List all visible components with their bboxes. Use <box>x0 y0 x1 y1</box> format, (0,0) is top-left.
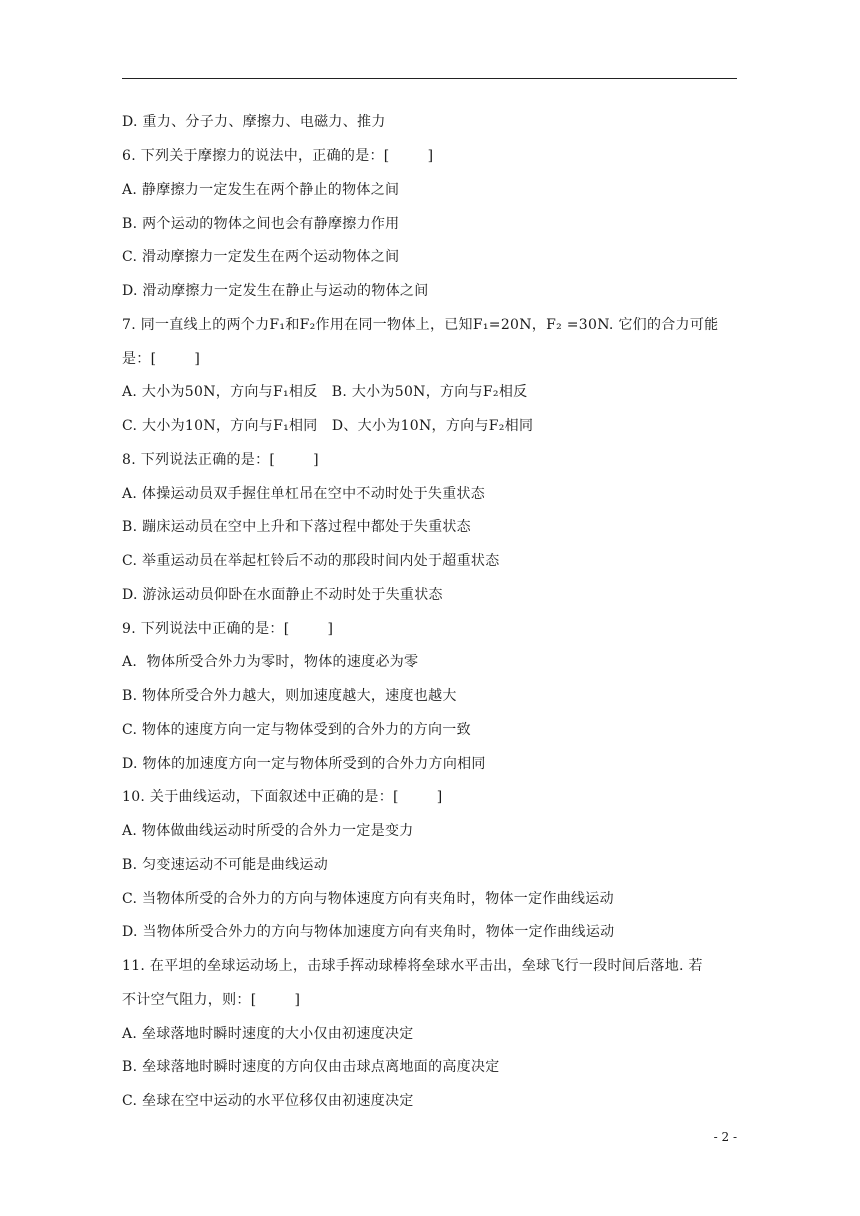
option-line: D. 滑动摩擦力一定发生在静止与运动的物体之间 <box>122 283 429 299</box>
option-line: A. 大小为50N，方向与F₁相反 B. 大小为50N，方向与F₂相反 <box>122 384 528 400</box>
question-line: 9. 下列说法中正确的是：[ ] <box>122 621 334 637</box>
question-line: 10. 关于曲线运动，下面叙述中正确的是：[ ] <box>122 789 443 805</box>
question-line: 是：[ ] <box>122 351 201 367</box>
option-line: A. 物体所受合外力为零时，物体的速度必为零 <box>122 654 419 670</box>
option-line: A. 物体做曲线运动时所受的合外力一定是变力 <box>122 823 414 839</box>
page-number: - 2 - <box>713 1130 737 1144</box>
option-line: D. 当物体所受合外力的方向与物体加速度方向有夹角时，物体一定作曲线运动 <box>122 924 615 940</box>
question-line: 不计空气阻力，则：[ ] <box>122 992 301 1008</box>
option-line: B. 垒球落地时瞬时速度的方向仅由击球点离地面的高度决定 <box>122 1059 500 1075</box>
question-line: 7. 同一直线上的两个力F₁和F₂作用在同一物体上，已知F₁=20N，F₂ =30N. 它们的合力可能 <box>122 317 719 333</box>
option-line: A. 静摩擦力一定发生在两个静止的物体之间 <box>122 182 400 198</box>
option-line: C. 滑动摩擦力一定发生在两个运动物体之间 <box>122 249 400 265</box>
option-line: C. 当物体所受的合外力的方向与物体速度方向有夹角时，物体一定作曲线运动 <box>122 891 614 907</box>
option-line: D. 重力、分子力、摩擦力、电磁力、推力 <box>122 114 386 130</box>
option-line: B. 物体所受合外力越大，则加速度越大，速度也越大 <box>122 688 457 704</box>
option-line: D. 物体的加速度方向一定与物体所受到的合外力方向相同 <box>122 756 486 772</box>
option-line: B. 两个运动的物体之间也会有静摩擦力作用 <box>122 216 400 232</box>
option-line: D. 游泳运动员仰卧在水面静止不动时处于失重状态 <box>122 587 443 603</box>
header-rule <box>122 78 737 79</box>
option-line: A. 垒球落地时瞬时速度的大小仅由初速度决定 <box>122 1026 414 1042</box>
question-line: 6. 下列关于摩擦力的说法中，正确的是：[ ] <box>122 148 434 164</box>
option-line: A. 体操运动员双手握住单杠吊在空中不动时处于失重状态 <box>122 486 486 502</box>
option-line: C. 物体的速度方向一定与物体受到的合外力的方向一致 <box>122 722 471 738</box>
option-line: C. 大小为10N，方向与F₁相同 D、大小为10N，方向与F₂相同 <box>122 418 534 434</box>
option-line: C. 垒球在空中运动的水平位移仅由初速度决定 <box>122 1093 414 1109</box>
option-line: C. 举重运动员在举起杠铃后不动的那段时间内处于超重状态 <box>122 553 500 569</box>
question-line: 11. 在平坦的垒球运动场上，击球手挥动球棒将垒球水平击出，垒球飞行一段时间后落地. 若 <box>122 958 703 974</box>
option-line: B. 蹦床运动员在空中上升和下落过程中都处于失重状态 <box>122 519 471 535</box>
option-line: B. 匀变速运动不可能是曲线运动 <box>122 857 328 873</box>
question-line: 8. 下列说法正确的是：[ ] <box>122 452 319 468</box>
